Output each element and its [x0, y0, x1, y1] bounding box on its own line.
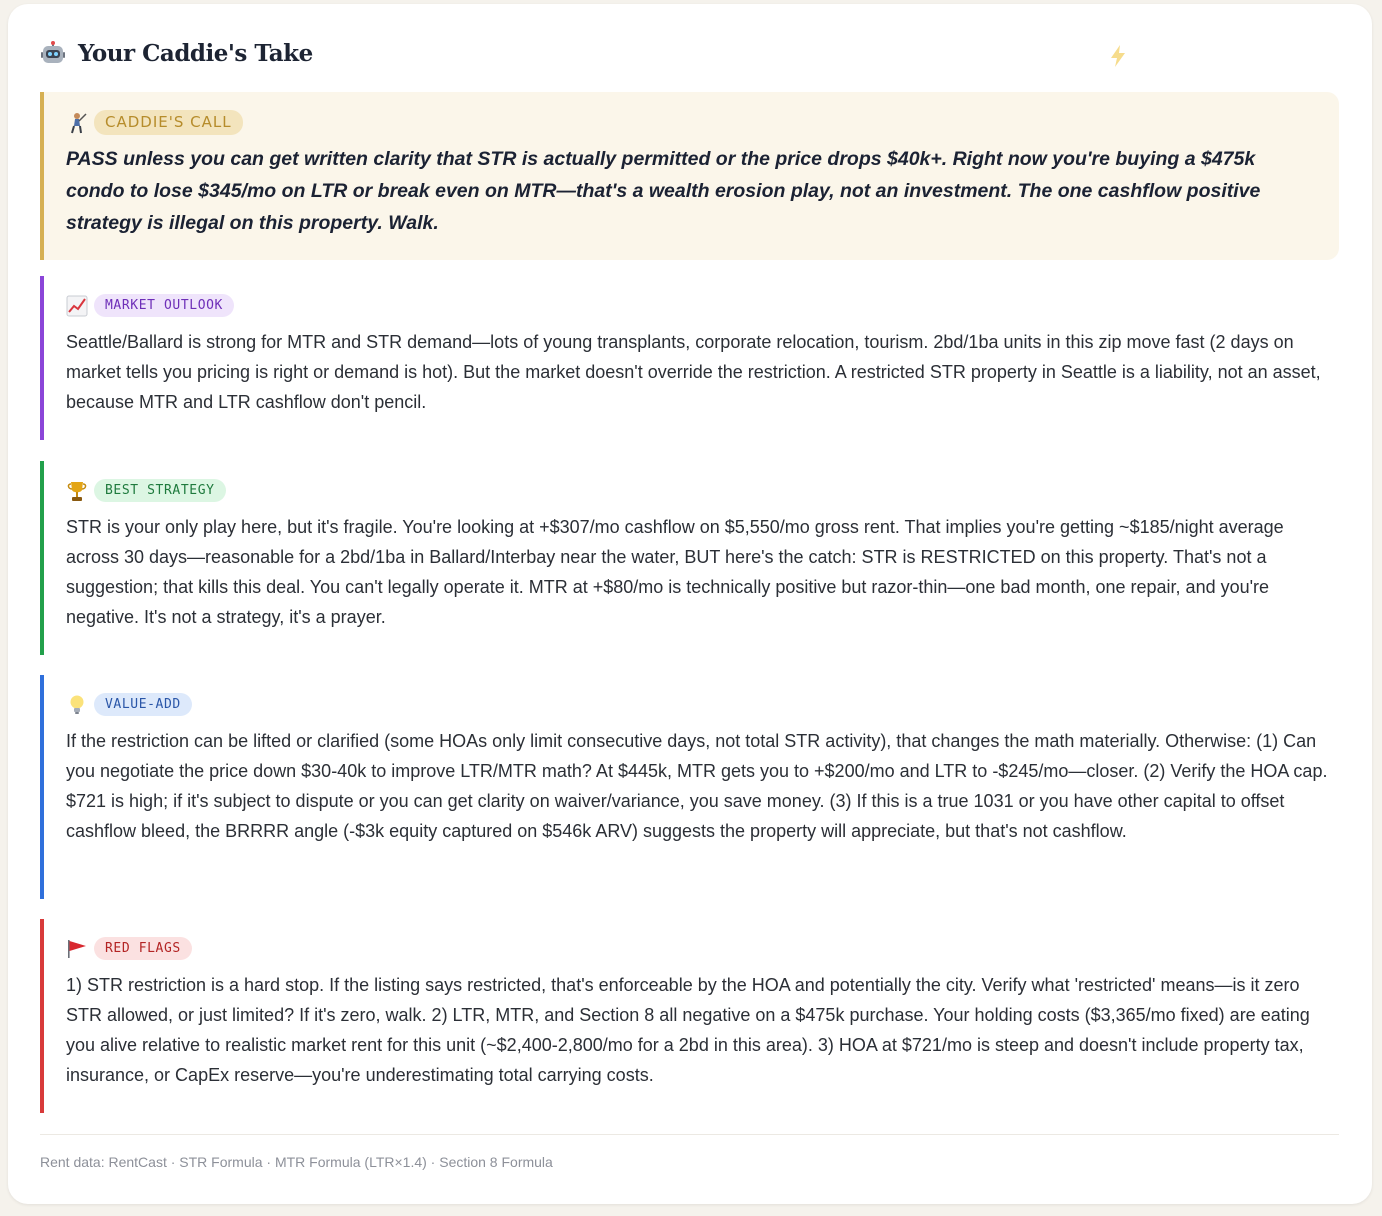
- red-flag-icon: [66, 938, 88, 960]
- section-badge: MARKET OUTLOOK: [94, 294, 234, 317]
- footer-divider: [40, 1134, 1339, 1135]
- section-accent-bar: [40, 919, 44, 1113]
- best-strategy-text: STR is your only play here, but it's fragile. You're looking at +$307/mo cashflow on $5,550/mo gross rent. That implies you're getting ~$185/night average across 30 days—reasonable for a 2bd/1ba in Ballard/Interbay near the water, BUT here's the catch: STR is RESTRICTED on this property. That's not a suggestion; that kills this deal. You can't legally operate it. MTR at +$80/mo is technically positive but razor-thin—one bad month, one repair, and you're negative. It's not a strategy, it's a prayer.: [66, 517, 1284, 627]
- card-title: Your Caddie's Take: [78, 40, 313, 67]
- market-outlook-section: [40, 276, 1339, 440]
- value-add-section: [40, 675, 1339, 899]
- section-badge: VALUE-ADD: [94, 693, 192, 716]
- section-badge: RED FLAGS: [94, 937, 192, 960]
- best-strategy-section: [40, 461, 1339, 655]
- trophy-icon: [66, 480, 88, 502]
- golfer-icon: [66, 112, 88, 134]
- robot-icon: [40, 41, 66, 67]
- section-accent-bar: [40, 461, 44, 655]
- section-accent-bar: [40, 276, 44, 440]
- value-add-text: If the restriction can be lifted or clarified (some HOAs only limit consecutive days, not total STR activity), that changes the math materially. Otherwise: (1) Can you negotiate the price down $30-40k to improve LTR/MTR math? At $445k, MTR gets you to +$200/mo and LTR to -$245/mo—closer. (2) Verify the HOA cap. $721 is high; if it's subject to dispute or you can get clarity on waiver/variance, you save money. (3) If this is a true 1031 or you have other capital to offset cashflow bleed, the BRRRR angle (-$3k equity captured on $546k ARV) suggests the property will appreciate, but that's not cashflow.: [66, 731, 1328, 841]
- market-outlook-text: Seattle/Ballard is strong for MTR and STR demand—lots of young transplants, corporate relocation, tourism. 2bd/1ba units in this zip move fast (2 days on market tells you pricing is right or demand is hot). But the market doesn't override the restriction. A restricted STR property in Seattle is a liability, not an asset, because MTR and LTR cashflow don't pencil.: [66, 332, 1321, 412]
- caddies-call-text: PASS unless you can get written clarity that STR is actually permitted or the price drops $40k+. Right now you're buying a $475k condo to lose $345/mo on LTR or break even on MTR—that's a wealth erosion play, not an investment. The one cashflow positive strategy is illegal on this property. Walk.: [66, 148, 1261, 234]
- card-header: [40, 40, 313, 67]
- caddies-call-section: [40, 92, 1339, 260]
- red-flags-section: [40, 919, 1339, 1113]
- section-badge: CADDIE'S CALL: [94, 110, 243, 135]
- section-accent-bar: [40, 675, 44, 899]
- caddie-take-card: [8, 4, 1372, 1204]
- chart-increasing-icon: [66, 295, 88, 317]
- section-accent-bar: [40, 92, 44, 260]
- data-sources-footer: Rent data: RentCast · STR Formula · MTR Formula (LTR×1.4) · Section 8 Formula: [40, 1154, 553, 1170]
- lightbulb-icon: [66, 694, 88, 716]
- red-flags-text: 1) STR restriction is a hard stop. If the listing says restricted, that's enforceable by the HOA and potentially the city. Verify what 'restricted' means—is it zero STR allowed, or just limited? If it's zero, walk. 2) LTR, MTR, and Section 8 all negative on a $475k purchase. Your holding costs ($3,365/mo fixed) are eating you alive relative to realistic market rent for this unit (~$2,400-2,800/mo for a 2bd in this area). 3) HOA at $721/mo is steep and doesn't include property tax, insurance, or CapEx reserve—you're underestimating total carrying costs.: [66, 975, 1310, 1085]
- section-badge: BEST STRATEGY: [94, 479, 226, 502]
- lightning-bolt-icon[interactable]: [1109, 44, 1127, 68]
